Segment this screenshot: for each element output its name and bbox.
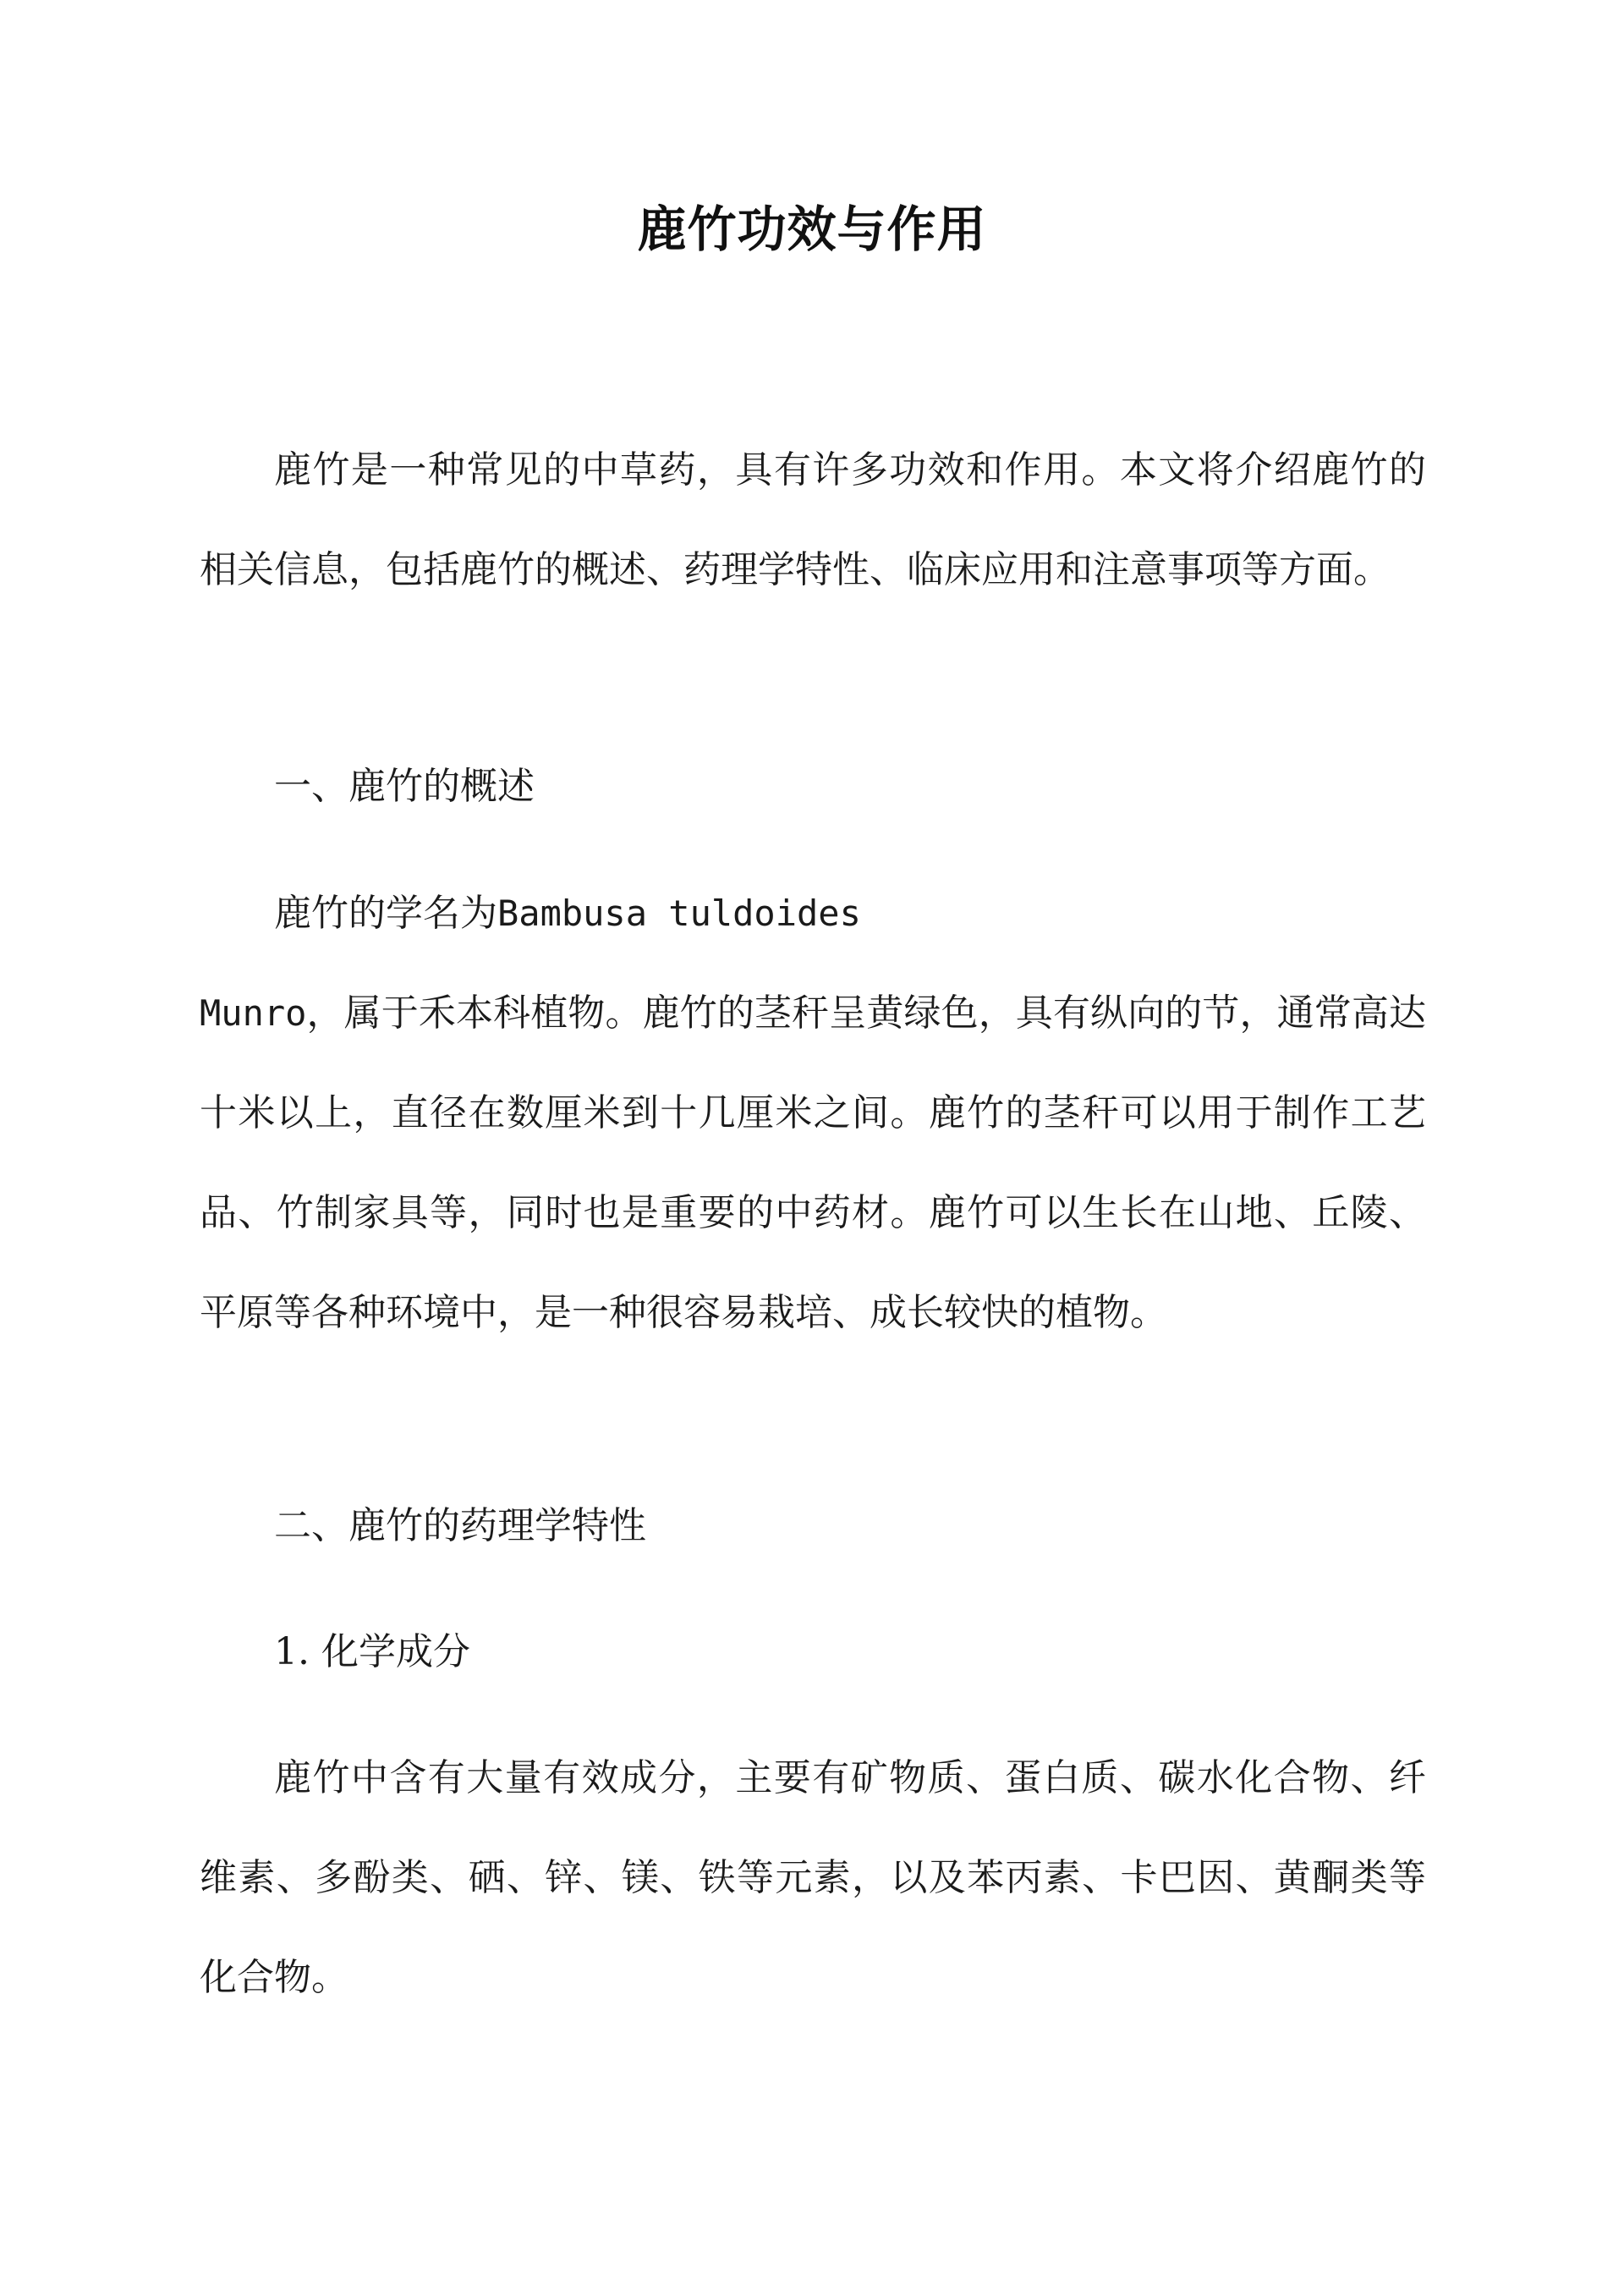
overview-body: ，属于禾本科植物。鹿竹的茎秆呈黄绿色，具有纵向的节，通常高达十米以上，直径在数厘米到十几厘米之间。鹿竹的茎秆可以用于制作工艺品、竹制家具等，同时也是重要的中药材。鹿竹可以生长在山地、丘陵、平原等各种环境中，是一种很容易栽培、成长较快的植物。 [200,991,1426,1334]
page-title: 鹿竹功效与作用 [637,200,987,258]
section-heading-overview: 一、鹿竹的概述 [274,765,535,808]
intro-paragraph: 鹿竹是一种常见的中草药，具有许多功效和作用。本文将介绍鹿竹的相关信息，包括鹿竹的概述、药理学特性、临床应用和注意事项等方面。 [200,448,1426,591]
overview-first-line [200,864,1426,964]
section-heading-pharmacology: 二、鹿竹的药理学特性 [274,1504,646,1547]
scientific-name: Bambusa tuldoides [497,893,861,934]
scientific-name-author: Munro [200,992,307,1034]
chemical-composition-paragraph: 鹿竹中含有大量有效成分，主要有矿物质、蛋白质、碳水化合物、纤维素、多酚类、硒、锌、镁、铁等元素，以及苯丙素、卡巴因、黄酮类等化合物。 [200,1756,1426,1999]
overview-paragraph [200,864,1426,1363]
overview-line-prefix: 鹿竹的学名为 [274,892,497,935]
subheading-chemical-composition: 1. 化学成分 [274,1630,470,1673]
